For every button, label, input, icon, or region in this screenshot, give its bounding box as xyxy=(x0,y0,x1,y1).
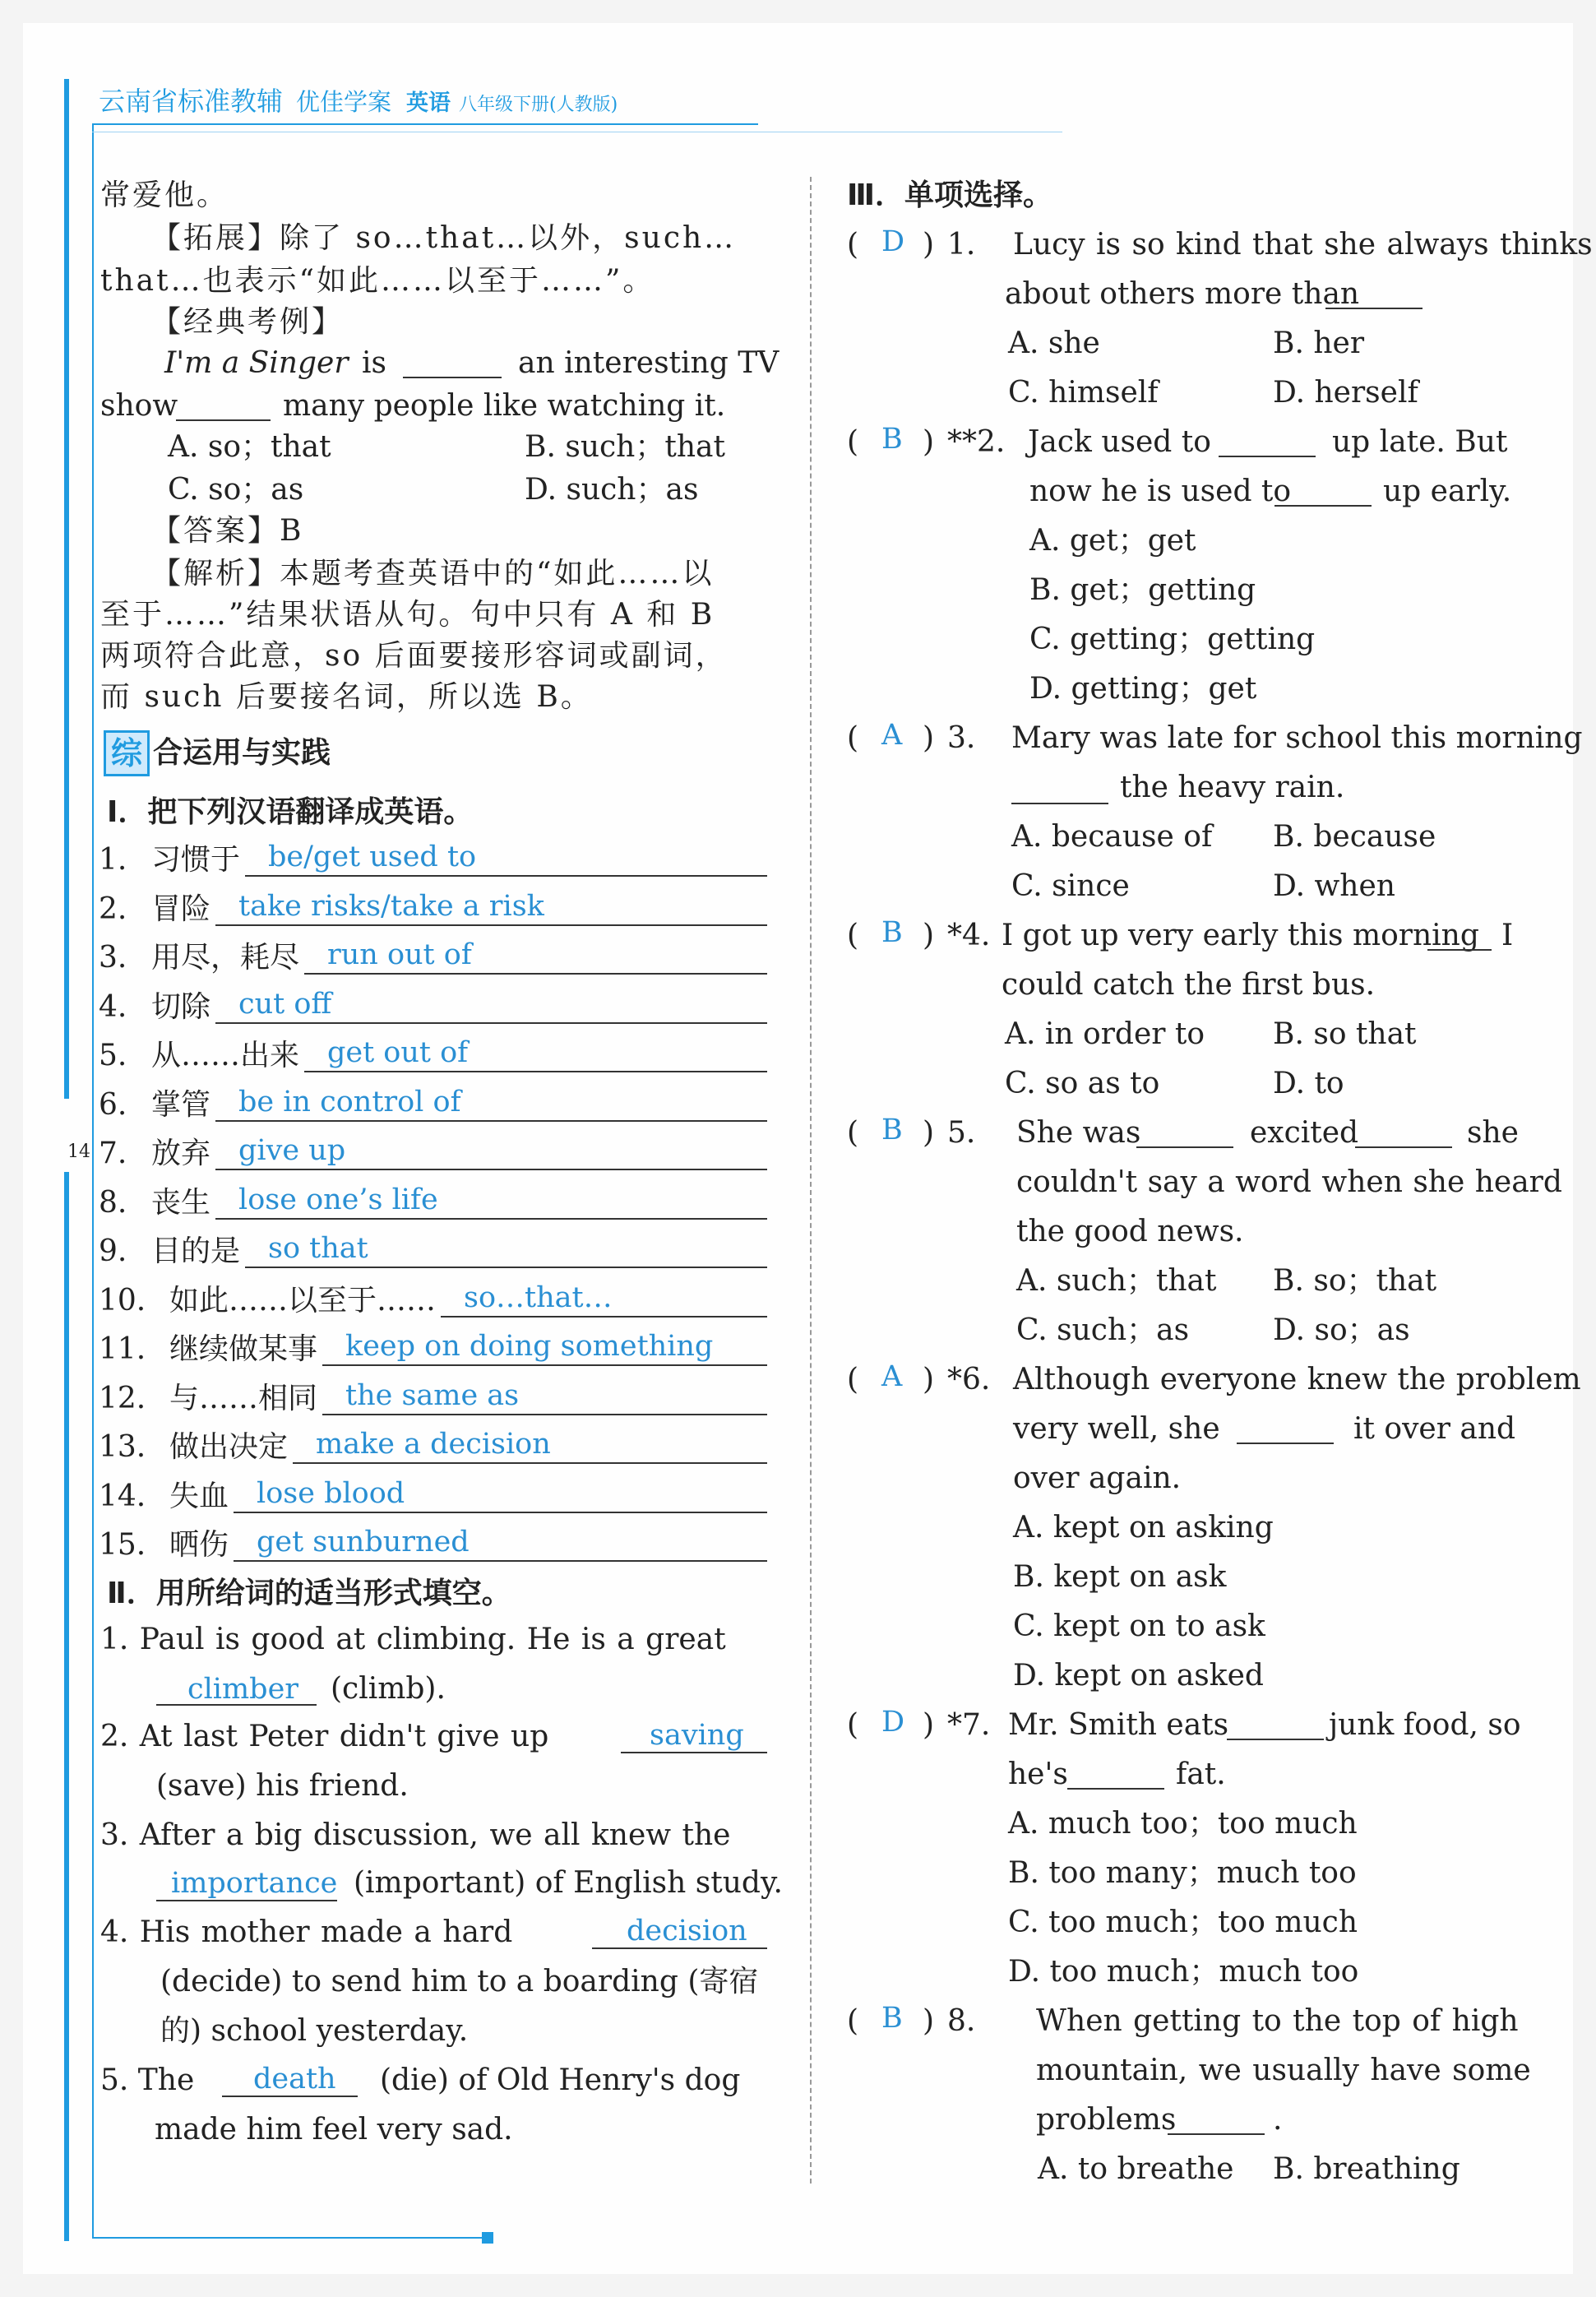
question-text: about others more than xyxy=(1005,277,1360,311)
option-a: A. get；get xyxy=(1029,524,1196,558)
item-number: 1. xyxy=(99,843,127,877)
choice-answer: B xyxy=(881,2002,903,2035)
item-answer: so…that… xyxy=(464,1281,613,1314)
item-answer: run out of xyxy=(327,938,472,971)
item-answer: take risks/take a risk xyxy=(238,890,544,923)
item-answer: be in control of xyxy=(238,1086,461,1118)
fill-q4-line-3: 的) school yesterday. xyxy=(160,2014,469,2048)
option-b: B. her xyxy=(1273,326,1365,360)
item-answer-line xyxy=(215,1022,767,1024)
question-text: now he is used to xyxy=(1029,475,1292,508)
question-number: **2. xyxy=(947,425,1006,459)
option-a: A. such；that xyxy=(1016,1264,1217,1298)
question-text: the good news. xyxy=(1016,1215,1244,1248)
item-chinese: 如此……以至于…… xyxy=(169,1284,437,1318)
option-a: A. in order to xyxy=(1005,1017,1205,1051)
question-text: could catch the first bus. xyxy=(1002,968,1376,1002)
item-chinese: 从……出来 xyxy=(151,1039,300,1072)
fill-q4-blank xyxy=(592,1947,767,1949)
item-answer-line xyxy=(215,1120,767,1122)
answer-paren-close: ) xyxy=(923,1708,935,1742)
column-divider xyxy=(810,177,812,2184)
answer-blank xyxy=(1168,2133,1265,2135)
item-number: 5. xyxy=(99,1039,127,1072)
answer-paren-open: ( xyxy=(847,425,859,459)
fill-q4-line-2: (decide) to send him to a boarding (寄宿 xyxy=(160,1965,759,1998)
item-answer-line xyxy=(322,1364,767,1366)
option-b: B. get；getting xyxy=(1029,573,1256,607)
question-number: 3. xyxy=(947,721,976,755)
question-number: 1. xyxy=(947,228,976,262)
question-text: up early. xyxy=(1383,475,1512,508)
item-number: 15. xyxy=(99,1528,146,1562)
question-text: he's xyxy=(1008,1757,1068,1791)
item-chinese: 失血 xyxy=(169,1480,229,1513)
part2-title: Ⅱ．用所给词的适当形式填空。 xyxy=(107,1577,511,1610)
answer-paren-close: ) xyxy=(923,1363,935,1396)
part3-title: Ⅲ．单项选择。 xyxy=(847,178,1053,212)
question-text: She was xyxy=(1016,1116,1141,1150)
question-number: 8. xyxy=(947,2004,976,2038)
answer-paren-close: ) xyxy=(923,228,935,262)
option-a: A. much too；too much xyxy=(1008,1807,1358,1841)
answer-paren-open: ( xyxy=(847,1363,859,1396)
fill-q2-line-2: (save) his friend. xyxy=(156,1769,409,1803)
left-accent-bar xyxy=(64,79,69,1099)
item-number: 4. xyxy=(99,990,127,1024)
item-chinese: 掌管 xyxy=(151,1088,211,1122)
question-text: junk food, so xyxy=(1329,1708,1521,1742)
option-a: A. because of xyxy=(1011,820,1213,854)
answer-blank xyxy=(1067,1788,1164,1790)
option-d: D. when xyxy=(1273,869,1395,903)
question-text: Although everyone knew the problem xyxy=(1013,1363,1581,1396)
example-option-c: C. so；as xyxy=(168,473,304,507)
question-text: over again. xyxy=(1013,1461,1182,1495)
example-blank-1 xyxy=(403,377,502,378)
answer-blank xyxy=(1227,1739,1324,1740)
option-a: A. she xyxy=(1008,326,1100,360)
item-answer-line xyxy=(322,1414,767,1415)
item-answer-line xyxy=(304,1071,767,1072)
example-is: is xyxy=(362,346,386,380)
answer-blank xyxy=(1237,1443,1334,1444)
question-text: she xyxy=(1467,1116,1519,1150)
item-chinese: 丧生 xyxy=(151,1186,211,1220)
item-number: 3. xyxy=(99,941,127,975)
item-number: 6. xyxy=(99,1088,127,1122)
answer-paren-open: ( xyxy=(847,1708,859,1742)
item-answer-line xyxy=(304,973,767,975)
classic-example-heading: 【经典考例】 xyxy=(151,305,345,339)
example-answer: 【答案】B xyxy=(151,514,304,548)
section-icon: 综 xyxy=(104,730,150,776)
item-answer: be/get used to xyxy=(268,841,477,873)
item-answer: the same as xyxy=(345,1379,520,1412)
header-subject: 英语 xyxy=(406,90,451,116)
example-blank-2 xyxy=(176,419,271,421)
item-answer: lose blood xyxy=(257,1477,405,1510)
item-chinese: 做出决定 xyxy=(169,1430,289,1464)
item-chinese: 习惯于 xyxy=(151,843,241,877)
analysis-line-4: 而 such 后要接名词，所以选 B。 xyxy=(100,680,593,714)
section-title: 合运用与实践 xyxy=(153,736,331,770)
question-number: *7. xyxy=(947,1708,991,1742)
tuozhan-line-2: that…也表示“如此……以至于……”。 xyxy=(100,264,655,298)
question-text: the heavy rain. xyxy=(1120,771,1345,804)
fill-q2-answer: saving xyxy=(650,1719,744,1752)
page-number: 14 xyxy=(67,1142,90,1162)
answer-paren-close: ) xyxy=(923,2004,935,2038)
question-text: I xyxy=(1501,919,1514,952)
item-answer-line xyxy=(215,1218,767,1220)
item-answer-line xyxy=(234,1560,767,1562)
answer-paren-close: ) xyxy=(923,425,935,459)
question-number: *4. xyxy=(947,919,991,952)
option-d: D. getting；get xyxy=(1029,672,1257,706)
question-text: I got up very early this morning xyxy=(1002,919,1479,952)
question-text: Mary was late for school this morning xyxy=(1011,721,1583,755)
option-d: D. to xyxy=(1273,1067,1344,1100)
answer-paren-open: ( xyxy=(847,228,859,262)
answer-paren-open: ( xyxy=(847,1116,859,1150)
item-number: 8. xyxy=(99,1186,127,1220)
item-chinese: 目的是 xyxy=(151,1234,241,1268)
example-title: I'm a Singer xyxy=(164,346,349,380)
footer-square xyxy=(482,2232,493,2244)
fill-q1-line-1: 1. Paul is good at climbing. He is a great xyxy=(100,1623,726,1656)
header-brand: 云南省标准教辅 xyxy=(99,86,284,117)
item-number: 12. xyxy=(99,1382,146,1415)
item-number: 10. xyxy=(99,1284,146,1318)
item-number: 14. xyxy=(99,1480,146,1513)
fill-q3-answer: importance xyxy=(171,1867,338,1900)
fill-q3-line-2: (important) of English study. xyxy=(354,1866,783,1900)
question-text: fat. xyxy=(1176,1757,1226,1791)
tuozhan-line-1: 【拓展】除了 so…that…以外，such… xyxy=(151,221,737,255)
analysis-line-2: 至于……”结果状语从句。句中只有 A 和 B xyxy=(100,598,715,632)
item-answer: get sunburned xyxy=(257,1526,470,1558)
option-c: C. so as to xyxy=(1005,1067,1160,1100)
question-number: 5. xyxy=(947,1116,976,1150)
option-d: D. kept on asked xyxy=(1013,1659,1264,1693)
fill-q1-line-2: (climb). xyxy=(331,1672,446,1706)
analysis-line-3: 两项符合此意，so 后面要接形容词或副词， xyxy=(100,639,728,673)
fill-q3-blank xyxy=(156,1900,337,1901)
answer-blank xyxy=(1274,505,1372,507)
answer-blank xyxy=(1136,1146,1233,1148)
option-b: B. kept on ask xyxy=(1013,1560,1227,1594)
item-answer: keep on doing something xyxy=(345,1330,714,1363)
item-answer: get out of xyxy=(327,1036,469,1069)
item-answer-line xyxy=(441,1316,767,1318)
item-chinese: 用尽，耗尽 xyxy=(151,941,300,975)
item-answer: cut off xyxy=(238,988,332,1021)
question-text: very well, she xyxy=(1013,1412,1220,1446)
fill-q5-line-1-end: (die) of Old Henry's dog xyxy=(380,2063,741,2097)
fill-q5-blank xyxy=(222,2096,358,2097)
item-answer-line xyxy=(293,1462,767,1464)
option-c: C. such；as xyxy=(1016,1313,1190,1347)
item-answer: so that xyxy=(268,1232,368,1265)
question-text: mountain, we usually have some xyxy=(1036,2054,1531,2087)
answer-paren-open: ( xyxy=(847,721,859,755)
item-chinese: 冒险 xyxy=(151,892,211,926)
answer-paren-open: ( xyxy=(847,919,859,952)
choice-answer: D xyxy=(881,225,905,258)
item-number: 2. xyxy=(99,892,127,926)
answer-paren-close: ) xyxy=(923,721,935,755)
fill-q1-blank xyxy=(156,1704,317,1706)
example-line-2-end: many people like watching it. xyxy=(283,389,726,423)
header-book: 优佳学案 xyxy=(296,88,392,116)
option-a: A. kept on asking xyxy=(1013,1511,1274,1544)
option-c: C. kept on to ask xyxy=(1013,1609,1265,1643)
example-option-d: D. such；as xyxy=(525,473,699,507)
fill-q5-line-1: 5. The xyxy=(100,2063,195,2097)
fill-q2-line-1: 2. At last Peter didn't give up xyxy=(100,1720,549,1753)
question-text: Lucy is so kind that she always thinks xyxy=(1013,228,1593,262)
footer-rule xyxy=(92,2237,487,2239)
item-chinese: 放弃 xyxy=(151,1137,211,1170)
option-b: B. breathing xyxy=(1273,2152,1460,2186)
option-b: B. because xyxy=(1273,820,1436,854)
item-answer-line xyxy=(245,875,767,877)
choice-answer: A xyxy=(881,719,903,752)
option-c: C. too much；too much xyxy=(1008,1906,1358,1939)
fill-q5-answer: death xyxy=(253,2063,336,2096)
item-chinese: 晒伤 xyxy=(169,1528,229,1562)
item-answer-line xyxy=(215,1169,767,1170)
item-number: 7. xyxy=(99,1137,127,1170)
option-c: C. himself xyxy=(1008,376,1159,410)
item-answer: make a decision xyxy=(316,1428,551,1461)
left-accent-bar-lower xyxy=(64,1172,69,2241)
answer-paren-close: ) xyxy=(923,919,935,952)
answer-paren-open: ( xyxy=(847,2004,859,2038)
question-text: it over and xyxy=(1353,1412,1516,1446)
question-text: problems xyxy=(1036,2103,1177,2137)
choice-answer: A xyxy=(881,1360,903,1393)
running-header xyxy=(99,81,618,118)
fill-q5-line-2: made him feel very sad. xyxy=(155,2113,513,2146)
fill-q4-line-1: 4. His mother made a hard xyxy=(100,1915,513,1949)
item-answer: give up xyxy=(238,1134,346,1167)
item-chinese: 继续做某事 xyxy=(169,1332,318,1366)
option-b: B. so；that xyxy=(1273,1264,1437,1298)
item-answer: lose one’s life xyxy=(238,1183,438,1216)
answer-blank xyxy=(1427,949,1492,951)
option-c: C. since xyxy=(1011,869,1130,903)
choice-answer: B xyxy=(881,423,903,456)
fill-q2-blank xyxy=(621,1752,767,1753)
item-number: 13. xyxy=(99,1430,146,1464)
period: . xyxy=(1273,2103,1283,2137)
question-text: Jack used to xyxy=(1028,425,1211,459)
question-text: When getting to the top of high xyxy=(1036,2004,1519,2038)
header-rule xyxy=(92,123,758,125)
question-text: Mr. Smith eats xyxy=(1008,1708,1229,1742)
answer-blank xyxy=(1219,456,1316,457)
header-grade: 八年级下册(人教版) xyxy=(459,95,618,115)
option-d: D. so；as xyxy=(1273,1313,1410,1347)
item-number: 11. xyxy=(99,1332,146,1366)
question-text: couldn't say a word when she heard xyxy=(1016,1165,1562,1199)
item-answer-line xyxy=(245,1267,767,1268)
item-number: 9. xyxy=(99,1234,127,1268)
analysis-line-1: 【解析】本题考查英语中的“如此……以 xyxy=(151,557,715,590)
fill-q4-answer: decision xyxy=(627,1915,747,1947)
answer-blank xyxy=(1011,803,1108,804)
option-d: D. too much；much too xyxy=(1008,1955,1359,1989)
option-d: D. herself xyxy=(1273,376,1418,410)
option-b: B. so that xyxy=(1273,1017,1417,1051)
item-answer-line xyxy=(234,1512,767,1513)
fill-q1-answer: climber xyxy=(187,1673,299,1706)
option-a: A. to breathe xyxy=(1038,2152,1234,2186)
option-b: B. too many；much too xyxy=(1008,1856,1357,1890)
question-text: excited xyxy=(1250,1116,1359,1150)
item-answer-line xyxy=(215,924,767,926)
item-chinese: 与……相同 xyxy=(169,1382,318,1415)
intro-tail: 常爱他。 xyxy=(100,178,229,212)
item-chinese: 切除 xyxy=(151,990,211,1024)
answer-paren-close: ) xyxy=(923,1116,935,1150)
choice-answer: D xyxy=(881,1706,905,1739)
part1-title: Ⅰ．把下列汉语翻译成英语。 xyxy=(107,795,474,829)
choice-answer: B xyxy=(881,1114,903,1146)
example-option-a: A. so；that xyxy=(168,430,331,464)
example-option-b: B. such；that xyxy=(525,430,725,464)
choice-answer: B xyxy=(881,916,903,949)
answer-blank xyxy=(1355,1146,1452,1148)
fill-q3-line-1: 3. After a big discussion, we all knew the xyxy=(100,1818,731,1852)
example-line-1-end: an interesting TV xyxy=(518,346,779,380)
question-number: *6. xyxy=(947,1363,991,1396)
option-c: C. getting；getting xyxy=(1029,623,1316,656)
example-show: show xyxy=(100,389,178,423)
question-text: up late. But xyxy=(1332,425,1508,459)
answer-blank xyxy=(1325,308,1423,309)
inner-border-line xyxy=(92,123,94,2237)
